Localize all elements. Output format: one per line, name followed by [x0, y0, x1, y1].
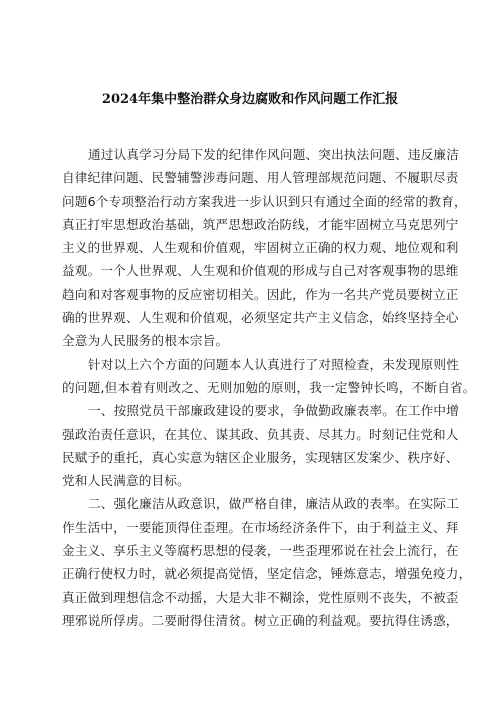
paragraph-2-line-1: 针对以上六个方面的问题本人认真进行了对照检查，未发现原则性: [88, 356, 460, 372]
paragraph-1-line-8: 确的世界观、人生观和价值观，必须坚定共产主义信念，始终坚持全心: [62, 310, 459, 326]
paragraph-1-line-7: 趋向和对客观事物的反应密切相关。因此，作为一名共产党员要树立正: [62, 286, 459, 302]
document-title: 2024年集中整治群众身边腐败和作风问题工作汇报: [101, 92, 399, 107]
paragraph-1-line-4: 真正打牢思想政治基础，筑严思想政治防线，才能牢固树立马克思列宁: [62, 216, 459, 232]
paragraph-3-line-2: 强政治责任意识，在其位、谋其政、负其责、尽其力。时刻记住党和人: [62, 426, 459, 442]
paragraph-4-line-6: 理邪说所俘虏。二要耐得住清贫。树立正确的利益观。要抗得住诱惑，: [62, 612, 459, 628]
paragraph-4-line-1: 二、强化廉洁从政意识，做严格自律，廉洁从政的表率。在实际工: [88, 496, 460, 512]
paragraph-2-line-2: 的问题,但本着有则改之、无则加勉的原则，我一定警钟长鸣，不断自省。: [62, 379, 476, 395]
paragraph-1-line-6: 益观。一个人世界观、人生观和价值观的形成与自己对客观事物的思维: [62, 263, 459, 279]
paragraph-3-line-1: 一、按照党员干部廉政建设的要求，争做勤政廉表率。在工作中增: [88, 403, 460, 419]
paragraph-1-line-9: 全意为人民服务的根本宗旨。: [62, 333, 229, 349]
paragraph-1-line-5: 主义的世界观、人生观和价值观，牢固树立正确的权力观、地位观和利: [62, 240, 459, 256]
paragraph-4-line-2: 作生活中，一要能顶得住歪理。在市场经济条件下，由于利益主义、拜: [62, 519, 459, 535]
paragraph-4-line-3: 金主义、享乐主义等腐朽思想的侵袭，一些歪理邪说在社会上流行，在: [62, 543, 459, 559]
paragraph-4-line-4: 正确行使权力时，就必须提高觉悟，坚定信念，锤炼意志，增强免疫力，: [62, 566, 472, 582]
paragraph-1-line-2: 自律纪律问题、民警辅警涉毒问题、用人管理部规范问题、不履职尽责: [62, 170, 459, 186]
paragraph-4-line-5: 真正做到理想信念不动摇，大是大非不糊涂，党性原则不丧失，不被歪: [62, 589, 459, 605]
document-body: [62, 143, 476, 632]
paragraph-1-line-3: 问题6个专项整治行动方案我进一步认识到只有通过全面的经常的教育，: [62, 193, 467, 209]
paragraph-3-line-3: 民赋予的重托，真心实意为辖区企业服务，实现辖区发案少、秩序好、: [62, 449, 459, 465]
paragraph-3-line-4: 党和人民满意的目标。: [62, 473, 190, 489]
paragraph-1-line-1: 通过认真学习分局下发的纪律作风问题、突出执法问题、违反廉洁: [88, 147, 460, 162]
